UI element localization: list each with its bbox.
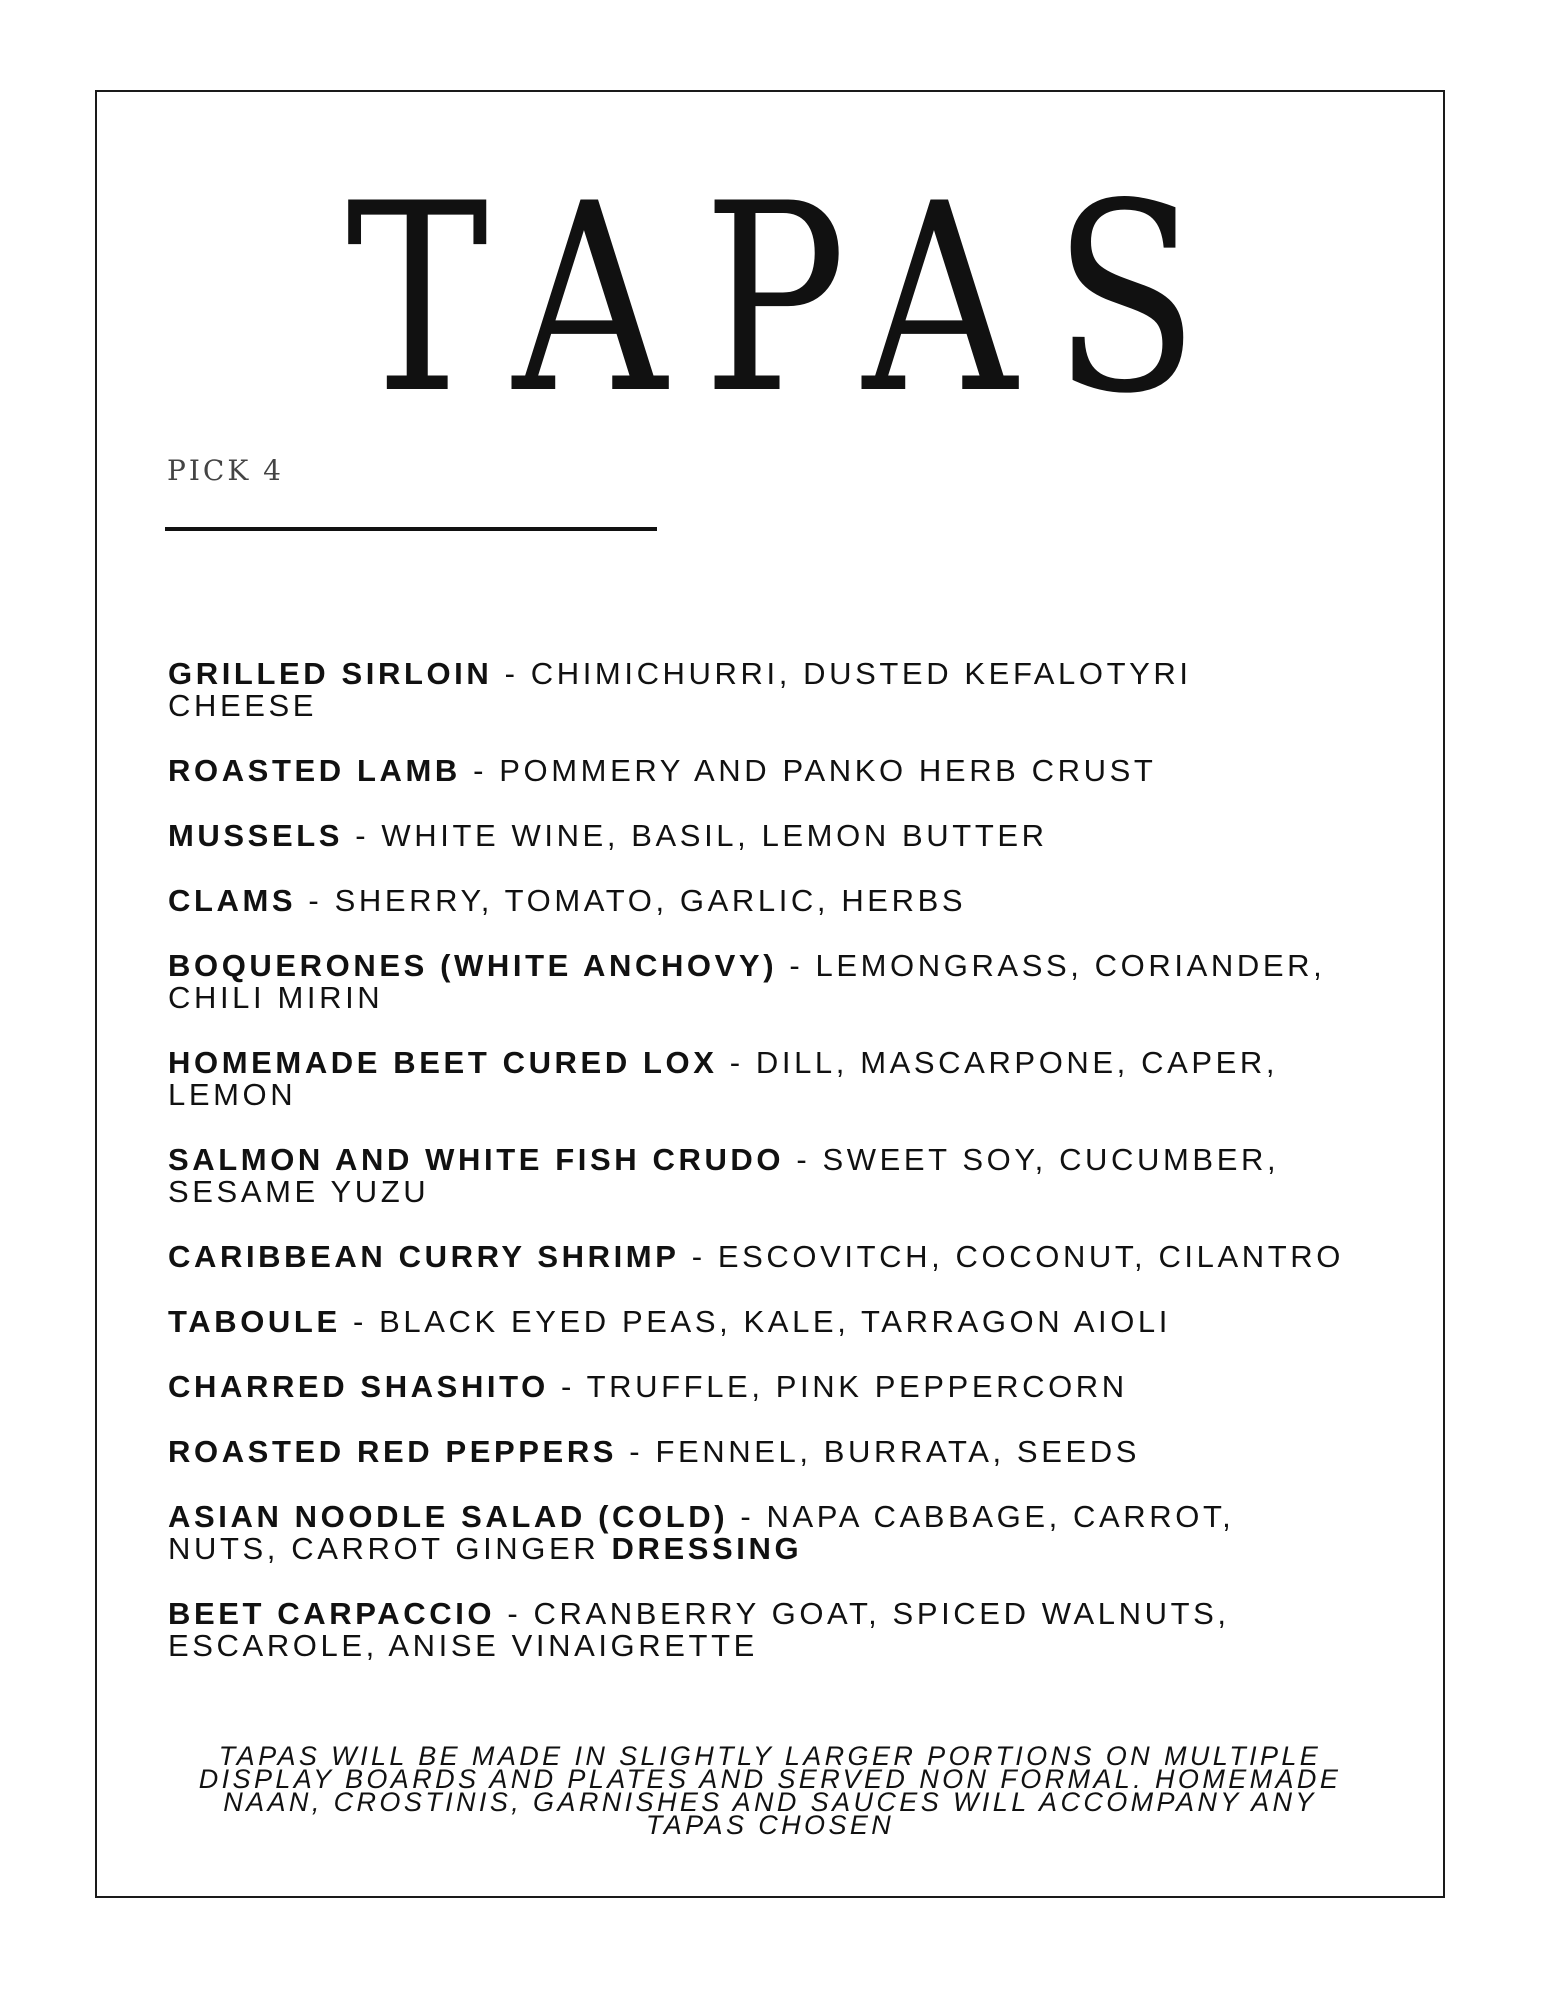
- menu-item-name: CLAMS: [168, 883, 297, 918]
- menu-item-description: - TRUFFLE, PINK PEPPERCORN: [548, 1369, 1128, 1404]
- menu-item-name: TABOULE: [168, 1304, 341, 1339]
- menu-item: [168, 1598, 1348, 1662]
- menu-item: [168, 1436, 1348, 1468]
- menu-item: [168, 1371, 1348, 1403]
- menu-item: [168, 1501, 1348, 1565]
- menu-item-name: SALMON AND WHITE FISH CRUDO: [168, 1142, 785, 1177]
- menu-item-description: - CHIMICHURRI, DUSTED KEFALOTYRI CHEESE: [168, 656, 1192, 723]
- menu-item-name: BOQUERONES (WHITE ANCHOVY): [168, 948, 778, 983]
- menu-item-name: ROASTED RED PEPPERS: [168, 1434, 618, 1469]
- menu-item-description: - SHERRY, TOMATO, GARLIC, HERBS: [296, 883, 967, 918]
- menu-item-name: GRILLED SIRLOIN: [168, 656, 493, 691]
- menu-item-description: - CRANBERRY GOAT, SPICED WALNUTS, ESCAROLE, ANISE VINAIGRETTE: [168, 1596, 1230, 1663]
- menu-item-list: [168, 658, 1348, 1695]
- menu-item-description: - DILL, MASCARPONE, CAPER, LEMON: [168, 1045, 1279, 1112]
- menu-item-description: - WHITE WINE, BASIL, LEMON BUTTER: [343, 818, 1048, 853]
- menu-item: [168, 1241, 1348, 1273]
- menu-item-description: - ESCOVITCH, COCONUT, CILANTRO: [679, 1239, 1344, 1274]
- menu-item: [168, 1047, 1348, 1111]
- menu-item-description: - POMMERY AND PANKO HERB CRUST: [460, 753, 1157, 788]
- menu-item-name: MUSSELS: [168, 818, 344, 853]
- menu-item-name: ASIAN NOODLE SALAD (COLD): [168, 1499, 729, 1534]
- menu-item-name: ROASTED LAMB: [168, 753, 461, 788]
- title-divider: [165, 527, 657, 531]
- menu-subtitle: PICK 4: [167, 454, 284, 487]
- menu-item-name: HOMEMADE BEET CURED LOX: [168, 1045, 718, 1080]
- menu-item: [168, 658, 1348, 722]
- menu-item: [168, 820, 1348, 852]
- menu-item-description: - SWEET SOY, CUCUMBER, SESAME YUZU: [168, 1142, 1280, 1209]
- menu-item-description-bold: DRESSING: [611, 1531, 803, 1566]
- menu-item-description: - FENNEL, BURRATA, SEEDS: [617, 1434, 1141, 1469]
- menu-item-description: - BLACK EYED PEAS, KALE, TARRAGON AIOLI: [340, 1304, 1171, 1339]
- menu-item-description: - LEMONGRASS, CORIANDER, CHILI MIRIN: [168, 948, 1326, 1015]
- menu-title: TAPAS: [346, 149, 1235, 451]
- menu-item-name: CHARRED SHASHITO: [168, 1369, 549, 1404]
- menu-item-name: CARIBBEAN CURRY SHRIMP: [168, 1239, 680, 1274]
- menu-item: [168, 1144, 1348, 1208]
- menu-item: [168, 950, 1348, 1014]
- menu-item-description: - NAPA CABBAGE, CARROT, NUTS, CARROT GINGER: [168, 1499, 1235, 1566]
- menu-item-name: BEET CARPACCIO: [168, 1596, 496, 1631]
- menu-item: [168, 755, 1348, 787]
- menu-item: [168, 885, 1348, 917]
- menu-item: [168, 1306, 1348, 1338]
- footer-note: TAPAS WILL BE MADE IN SLIGHTLY LARGER PORTIONS ON MULTIPLE DISPLAY BOARDS AND PLATES AND SERVED NON FORMAL. HOMEMADE NAAN, CROSTINIS, GARNISHES AND SAUCES WILL ACCOMPANY ANY TAPAS CHOSEN: [198, 1741, 1342, 1840]
